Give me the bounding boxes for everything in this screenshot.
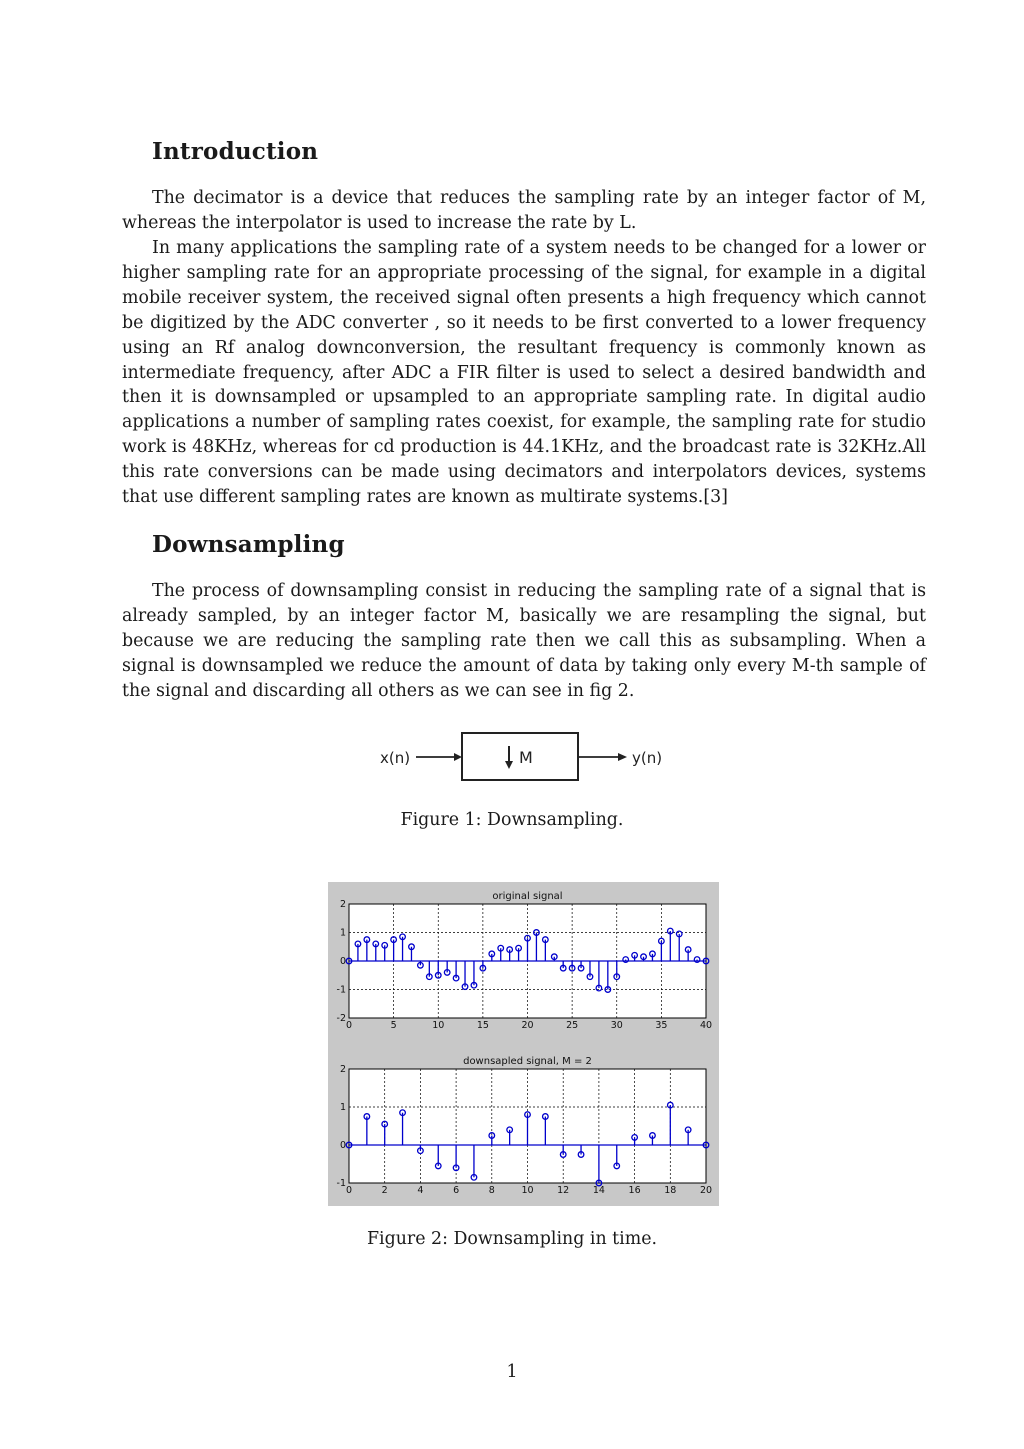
x-tick-label: 2 (381, 1185, 388, 1196)
y-tick-label: 1 (339, 927, 346, 939)
x-tick-label: 40 (699, 1020, 713, 1031)
x-tick-label: 0 (345, 1185, 353, 1196)
original-signal-plot (337, 891, 713, 1031)
figure2-caption: Figure 2: Downsampling in time. (366, 1229, 658, 1249)
plot-title: original signal (492, 891, 563, 902)
input-arrow-head (454, 753, 462, 761)
plot-title: downsapled signal, M = 2 (463, 1056, 592, 1067)
x-tick-label: 5 (390, 1020, 397, 1031)
y-tick-label: 0 (339, 1140, 346, 1151)
y-tick-label: -1 (336, 1178, 346, 1189)
downsampling-paragraph-1: The process of downsampling consist in reducing the sampling rate of a signal that is already sampled, by an integer factor M, basically we are resampling the signal, but because we are reducing the sampling rate then we call this as subsampling. When a signal is downsampled we reduce the amount of data by taking only every M-th sample of the signal and discarding all others as we can see in fig 2. (122, 581, 926, 701)
output-label: y(n) (632, 749, 663, 767)
intro-paragraph-2: In many applications the sampling rate of a system needs to be changed for a lower or higher sampling rate for an appropriate processing of the signal, for example in a digital mobile receiver system, the received signal often presents a high frequency which cannot be digitized by the ADC converter , so it needs to be first converted to a lower frequency using an Rf analog downconversion, the resultant frequency is commonly known as intermediate frequency, after ADC a FIR filter is used to select a desired bandwidth and then it is downsampled or upsampled to an appropriate sampling rate. In digital audio applications a number of sampling rates coexist, for example, the sampling rate for studio work is 48KHz, whereas for cd production is 44.1KHz, and the broadcast rate is 32KHz.All this rate conversions can be made using decimators and interpolators devices, systems that use different sampling rates are known as multirate systems.[3] (122, 238, 926, 508)
page-number: 1 (506, 1362, 518, 1382)
block-label: M (519, 748, 533, 767)
intro-paragraph-1: The decimator is a device that reduces the sampling rate by an integer factor of M, whereas the interpolator is used to increase the rate by L. (122, 188, 926, 233)
section-heading-introduction: Introduction (152, 138, 319, 165)
input-label: x(n) (380, 749, 411, 767)
y-tick-label: -1 (336, 984, 346, 996)
x-tick-label: 10 (521, 1185, 534, 1196)
x-tick-label: 6 (453, 1185, 460, 1196)
x-tick-label: 18 (664, 1185, 677, 1196)
x-tick-label: 35 (655, 1020, 668, 1031)
y-tick-label: 0 (339, 956, 346, 967)
figure1-block-diagram (374, 728, 674, 788)
x-tick-label: 30 (610, 1020, 623, 1031)
x-tick-label: 25 (566, 1020, 579, 1031)
y-tick-label: 1 (339, 1102, 346, 1113)
x-tick-label: 0 (345, 1020, 353, 1031)
x-tick-label: 8 (488, 1185, 495, 1196)
y-tick-label: 2 (339, 1064, 346, 1075)
output-arrow-head (618, 753, 627, 761)
x-tick-label: 16 (628, 1185, 641, 1196)
figure2-stem-plots (328, 882, 719, 1206)
x-tick-label: 20 (699, 1185, 713, 1196)
x-tick-label: 20 (521, 1020, 534, 1031)
y-tick-label: 2 (339, 899, 346, 910)
x-tick-label: 14 (592, 1185, 605, 1196)
downsampled-signal-plot (337, 1056, 713, 1196)
y-tick-label: -2 (336, 1013, 346, 1024)
x-tick-label: 4 (417, 1185, 424, 1196)
x-tick-label: 10 (432, 1020, 445, 1031)
figure1-caption: Figure 1: Downsampling. (400, 810, 624, 830)
section-heading-downsampling: Downsampling (152, 531, 345, 558)
x-tick-label: 12 (557, 1185, 570, 1196)
x-tick-label: 15 (476, 1020, 489, 1031)
